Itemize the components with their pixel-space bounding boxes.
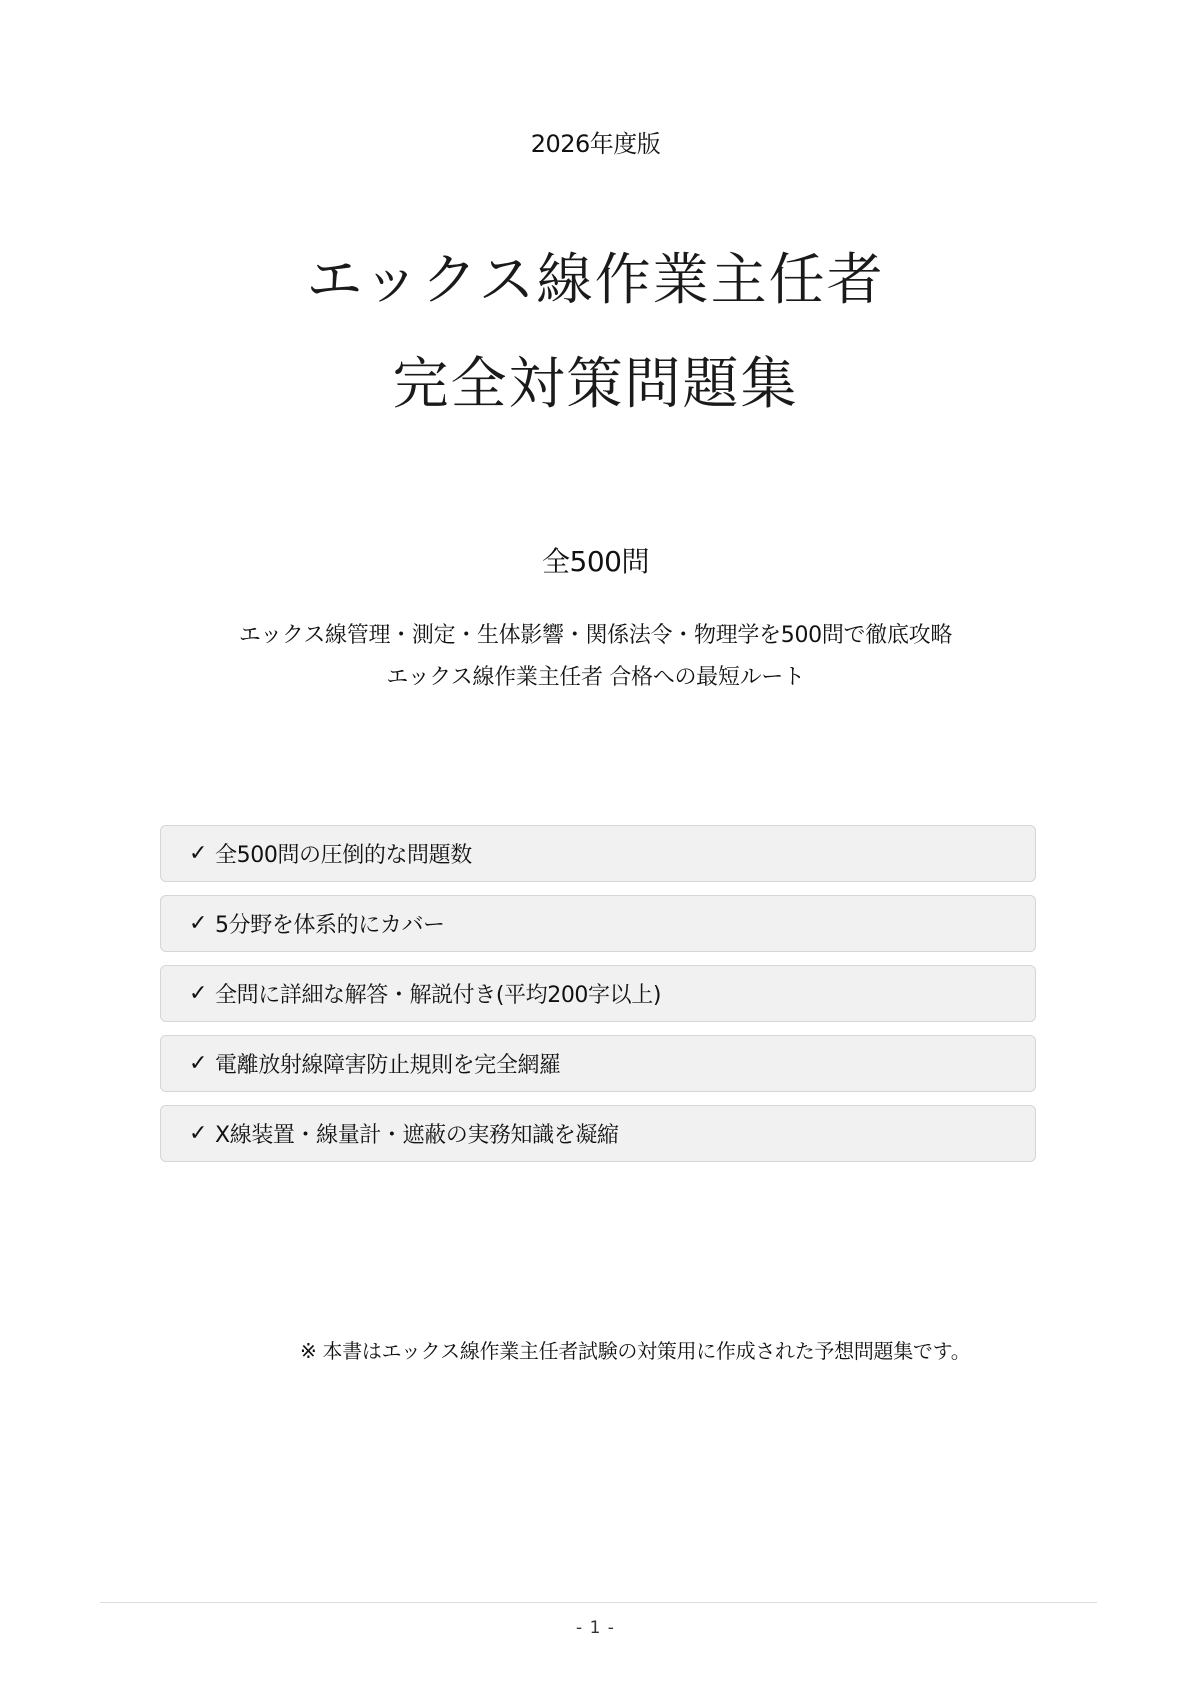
tagline-primary: エックス線管理・測定・生体影響・関係法令・物理学を500問で徹底攻略 [238,623,953,648]
feature-item [160,825,1036,882]
check-icon: ✓ [189,841,208,866]
feature-text: 電離放射線障害防止規則を完全網羅 [215,1053,561,1078]
edition-label: 2026年度版 [530,130,661,158]
check-icon: ✓ [189,1051,208,1076]
feature-text: 全500問の圧倒的な問題数 [215,843,472,868]
book-title-line-2: 完全対策問題集 [392,352,799,417]
feature-list [160,825,1036,1175]
book-title-line-1: エックス線作業主任者 [306,248,885,313]
feature-item [160,965,1036,1022]
feature-text: 全問に詳細な解答・解説付き(平均200字以上) [215,983,662,1008]
feature-text: X線装置・線量計・遮蔽の実務知識を凝縮 [215,1123,619,1148]
check-icon: ✓ [189,911,208,936]
page-number: - 1 - [576,1618,615,1638]
check-icon: ✓ [189,1121,208,1146]
feature-text: 5分野を体系的にカバー [215,913,445,938]
question-count: 全500問 [542,545,649,578]
feature-item [160,1105,1036,1162]
footer-divider [100,1602,1097,1603]
feature-item [160,895,1036,952]
disclaimer-note: ※ 本書はエックス線作業主任者試験の対策用に作成された予想問題集です。 [300,1339,971,1363]
feature-item [160,1035,1036,1092]
tagline-secondary: エックス線作業主任者 合格への最短ルート [386,665,805,690]
check-icon: ✓ [189,981,208,1006]
